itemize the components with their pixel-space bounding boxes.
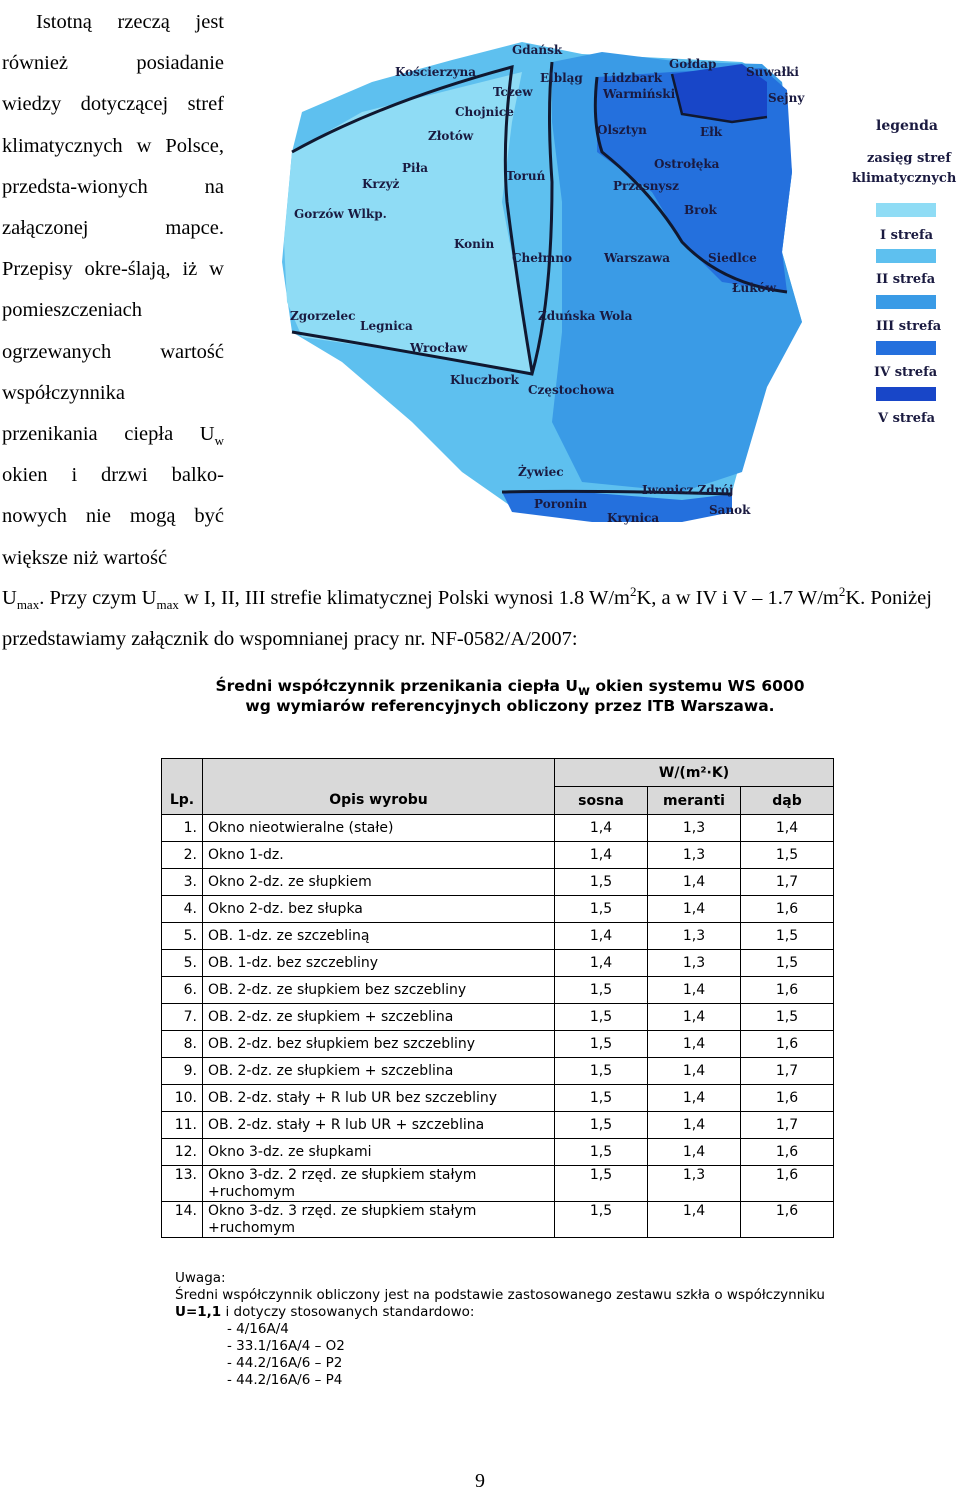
cont-u: U [2, 587, 17, 609]
row-description: Okno 3-dz. ze słupkami [203, 1139, 555, 1166]
row-sosna: 1,4 [555, 923, 648, 950]
header-lp: Lp. [162, 787, 203, 815]
row-meranti: 1,4 [648, 1031, 741, 1058]
row-lp: 12. [162, 1139, 203, 1166]
row-sosna: 1,5 [555, 1166, 648, 1202]
row-description: Okno 3-dz. 3 rzęd. ze słupkiem stałym +ruchomym [203, 1202, 555, 1238]
row-dab: 1,5 [741, 1004, 834, 1031]
row-description: OB. 2-dz. ze słupkiem + szczeblina [203, 1004, 555, 1031]
row-description: OB. 2-dz. ze słupkiem + szczeblina [203, 1058, 555, 1085]
row-sosna: 1,5 [555, 896, 648, 923]
city-iwonicz: Iwonicz Zdrój [642, 483, 734, 497]
legend-label-zone-1: I strefa [880, 228, 934, 243]
row-description: Okno 2-dz. ze słupkiem [203, 869, 555, 896]
city-sejny: Sejny [768, 91, 805, 105]
note-item: - 44.2/16A/6 – P4 [227, 1372, 343, 1388]
city-zywiec: Żywiec [518, 465, 564, 479]
city-olsztyn: Olsztyn [597, 123, 647, 137]
legend-swatch-zone-1 [876, 203, 936, 217]
row-meranti: 1,4 [648, 1004, 741, 1031]
cont-sup-2: 2 [838, 584, 846, 600]
city-zgorzelec: Zgorzelec [290, 309, 356, 323]
row-lp: 7. [162, 1004, 203, 1031]
city-legnica: Legnica [360, 319, 413, 333]
row-meranti: 1,3 [648, 1166, 741, 1202]
row-meranti: 1,3 [648, 842, 741, 869]
row-description: OB. 2-dz. stały + R lub UR bez szczebliny [203, 1085, 555, 1112]
cont-text-3: K, a w IV i V – 1.7 W/m [636, 587, 839, 609]
continuation-paragraph [2, 578, 958, 660]
row-dab: 1,4 [741, 815, 834, 842]
row-description: Okno 1-dz. [203, 842, 555, 869]
row-lp: 4. [162, 896, 203, 923]
city-chojnice: Chojnice [455, 105, 514, 119]
city-wroclaw: Wrocław [410, 341, 468, 355]
intro-paragraph [2, 2, 224, 579]
row-description: OB. 1-dz. ze szczebliną [203, 923, 555, 950]
legend-label-zone-2: II strefa [876, 272, 936, 287]
city-krynica: Krynica [607, 511, 660, 525]
table-row [162, 815, 834, 842]
row-lp: 8. [162, 1031, 203, 1058]
table-row [162, 1085, 834, 1112]
table-row [162, 977, 834, 1004]
row-sosna: 1,4 [555, 815, 648, 842]
table-row [162, 869, 834, 896]
table-row [162, 1058, 834, 1085]
row-meranti: 1,4 [648, 896, 741, 923]
row-dab: 1,6 [741, 1139, 834, 1166]
row-dab: 1,5 [741, 950, 834, 977]
row-lp: 6. [162, 977, 203, 1004]
cont-sub-max-2: max [156, 597, 179, 613]
city-zdunska: Zduńska Wola [538, 309, 633, 323]
row-dab: 1,6 [741, 977, 834, 1004]
page-number: 9 [475, 1470, 485, 1492]
note-block [175, 1270, 835, 1389]
note-item: - 4/16A/4 [227, 1321, 289, 1337]
row-description: OB. 2-dz. stały + R lub UR + szczeblina [203, 1112, 555, 1139]
table-row [162, 1112, 834, 1139]
row-sosna: 1,5 [555, 1004, 648, 1031]
row-dab: 1,6 [741, 1202, 834, 1238]
row-lp: 9. [162, 1058, 203, 1085]
row-meranti: 1,4 [648, 1085, 741, 1112]
header-empty-lp [162, 759, 203, 787]
city-elblag: Elbląg [540, 71, 583, 85]
row-lp: 2. [162, 842, 203, 869]
header-unit: W/(m²·K) [555, 759, 834, 787]
legend-subtitle-1: zasięg stref [867, 151, 951, 166]
city-goldap: Gołdap [669, 57, 717, 71]
intro-sub-w: w [214, 433, 224, 449]
note-line-1: Średni współczynnik obliczony jest na podstawie zastosowanego zestawu szkła o współczynniku [175, 1287, 825, 1303]
cont-text-1: . Przy czym U [39, 587, 157, 609]
city-sanok: Sanok [709, 503, 751, 517]
row-lp: 5. [162, 923, 203, 950]
legend-swatch-zone-2 [876, 249, 936, 263]
legend-label-zone-4: IV strefa [874, 365, 938, 380]
legend-title: legenda [876, 118, 938, 134]
note-item: - 33.1/16A/4 – O2 [227, 1338, 345, 1354]
row-description: OB. 2-dz. ze słupkiem bez szczebliny [203, 977, 555, 1004]
legend-subtitle-2: klimatycznych [852, 171, 957, 186]
row-lp: 1. [162, 815, 203, 842]
row-description: OB. 1-dz. bez szczebliny [203, 950, 555, 977]
row-dab: 1,6 [741, 1166, 834, 1202]
row-meranti: 1,4 [648, 1058, 741, 1085]
cont-text-4: K. Poniżej przedstawiamy załącznik do wspomnianej pracy nr. NF-0582/A/2007: [2, 587, 932, 650]
table-row [162, 1004, 834, 1031]
city-elk: Ełk [700, 125, 723, 139]
city-warminski: Warmiński [603, 87, 676, 101]
climate-zone-map [262, 2, 960, 562]
table-row [162, 1139, 834, 1166]
row-meranti: 1,4 [648, 977, 741, 1004]
row-sosna: 1,5 [555, 869, 648, 896]
city-lidzbark: Lidzbark [603, 71, 663, 85]
table-body [162, 815, 834, 1238]
table-row [162, 896, 834, 923]
city-konin: Konin [454, 237, 495, 251]
city-krzyz: Krzyż [362, 177, 400, 191]
city-przasnysz: Przasnysz [613, 179, 679, 193]
city-siedlce: Siedlce [708, 251, 757, 265]
cont-sub-max-1: max [16, 597, 40, 613]
row-sosna: 1,5 [555, 1085, 648, 1112]
city-torun: Toruń [506, 169, 546, 183]
figure-title-sub: w [578, 684, 591, 700]
row-meranti: 1,3 [648, 923, 741, 950]
city-suwalki: Suwałki [746, 65, 799, 79]
table-header-row-2 [162, 787, 834, 815]
legend-swatch-zone-3 [876, 295, 936, 309]
city-poronin: Poronin [534, 497, 588, 511]
header-meranti: meranti [648, 787, 741, 815]
row-dab: 1,7 [741, 1058, 834, 1085]
row-dab: 1,7 [741, 869, 834, 896]
table-row [162, 923, 834, 950]
city-chelmno: Chełmno [512, 251, 572, 265]
row-sosna: 1,5 [555, 977, 648, 1004]
row-lp: 3. [162, 869, 203, 896]
note-item: - 44.2/16A/6 – P2 [227, 1355, 343, 1371]
row-dab: 1,5 [741, 923, 834, 950]
legend-swatch-zone-4 [876, 341, 936, 355]
note-heading: Uwaga: [175, 1270, 226, 1286]
city-kluczbork: Kluczbork [450, 373, 519, 387]
row-lp: 5. [162, 950, 203, 977]
row-meranti: 1,3 [648, 950, 741, 977]
table-row [162, 950, 834, 977]
row-description: OB. 2-dz. bez słupkiem bez szczebliny [203, 1031, 555, 1058]
row-meranti: 1,4 [648, 1202, 741, 1238]
city-ostroleka: Ostrołęka [654, 157, 720, 171]
note-u-value: U=1,1 [175, 1304, 222, 1320]
row-description: Okno 2-dz. bez słupka [203, 896, 555, 923]
figure-title [160, 676, 860, 716]
city-pila: Piła [402, 161, 428, 175]
city-gdansk: Gdańsk [512, 43, 563, 57]
city-czestochowa: Częstochowa [528, 383, 615, 397]
row-meranti: 1,3 [648, 815, 741, 842]
row-description: Okno 3-dz. 2 rzęd. ze słupkiem stałym +ruchomym [203, 1166, 555, 1202]
city-brok: Brok [684, 203, 717, 217]
intro-text-1: Istotną rzeczą jest również posiadanie wiedzy dotyczącej stref klimatycznych w Polsce, przedsta-wionych na załączonej mapce. Przepisy okre-ślają, iż w pomieszczeniach ogrzewanych wartość współczynnika przenikania ciepła U [2, 11, 224, 446]
row-lp: 13. [162, 1166, 203, 1202]
figure-title-2: okien systemu WS 6000 [590, 677, 805, 695]
city-zlotow: Złotów [428, 129, 474, 143]
header-sosna: sosna [555, 787, 648, 815]
cont-text-2: w I, II, III strefie klimatycznej Polski wynosi 1.8 W/m [178, 587, 630, 609]
cont-sup-1: 2 [629, 584, 637, 600]
figure-title-1: Średni współczynnik przenikania ciepła U [215, 677, 578, 695]
legend-swatch-zone-5 [876, 387, 936, 401]
map-legend [852, 118, 957, 426]
row-lp: 14. [162, 1202, 203, 1238]
header-opis: Opis wyrobu [203, 787, 555, 815]
header-dab: dąb [741, 787, 834, 815]
table-row [162, 1202, 834, 1238]
row-dab: 1,5 [741, 842, 834, 869]
row-sosna: 1,4 [555, 842, 648, 869]
row-sosna: 1,5 [555, 1112, 648, 1139]
row-dab: 1,6 [741, 1031, 834, 1058]
city-tczew: Tczew [493, 85, 533, 99]
row-meranti: 1,4 [648, 1139, 741, 1166]
row-sosna: 1,4 [555, 950, 648, 977]
row-sosna: 1,5 [555, 1031, 648, 1058]
figure-title-line2: wg wymiarów referencyjnych obliczony przez ITB Warszawa. [245, 697, 775, 715]
row-dab: 1,6 [741, 896, 834, 923]
city-koscierzyna: Kościerzyna [395, 65, 477, 79]
row-dab: 1,7 [741, 1112, 834, 1139]
table-row [162, 842, 834, 869]
row-lp: 10. [162, 1085, 203, 1112]
legend-label-zone-3: III strefa [876, 319, 942, 334]
table-header-row-1 [162, 759, 834, 787]
u-value-table [161, 758, 834, 1238]
row-sosna: 1,5 [555, 1139, 648, 1166]
city-warszawa: Warszawa [604, 251, 670, 265]
table-row [162, 1166, 834, 1202]
header-empty-opis [203, 759, 555, 787]
row-lp: 11. [162, 1112, 203, 1139]
row-meranti: 1,4 [648, 1112, 741, 1139]
intro-text-2: okien i drzwi balko-nowych nie mogą być większe niż wartość [2, 464, 224, 569]
row-dab: 1,6 [741, 1085, 834, 1112]
row-description: Okno nieotwieralne (stałe) [203, 815, 555, 842]
legend-label-zone-5: V strefa [878, 411, 936, 426]
table-row [162, 1031, 834, 1058]
city-lukow: Łuków [732, 281, 776, 295]
note-line-2: i dotyczy stosowanych standardowo: [221, 1304, 475, 1320]
row-sosna: 1,5 [555, 1058, 648, 1085]
row-sosna: 1,5 [555, 1202, 648, 1238]
row-meranti: 1,4 [648, 869, 741, 896]
city-gorzow: Gorzów Wlkp. [294, 207, 387, 221]
